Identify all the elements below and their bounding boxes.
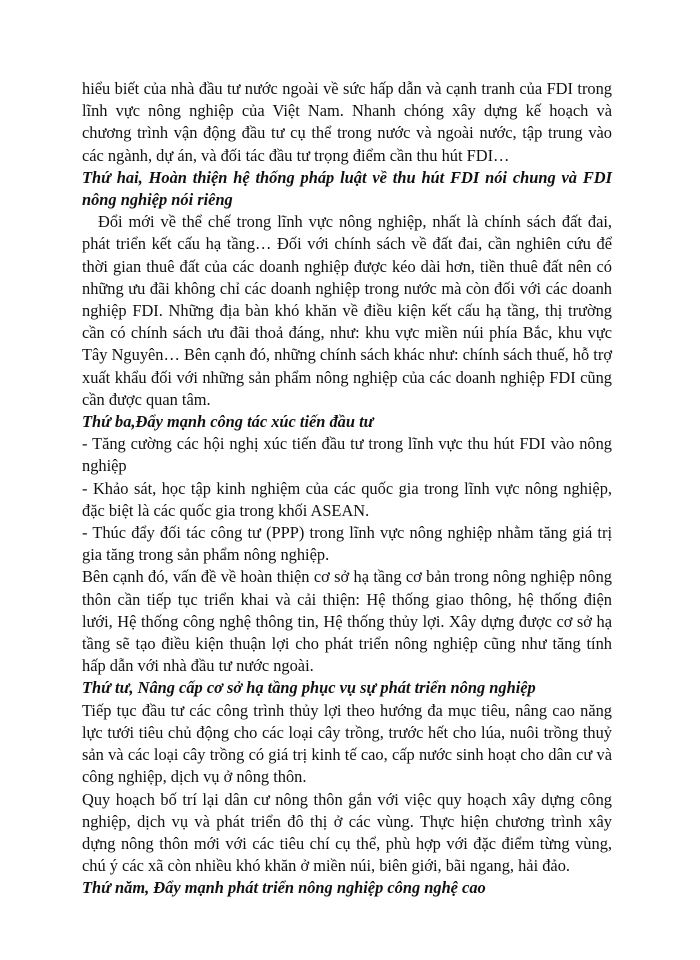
heading-second: Thứ hai, Hoàn thiện hệ thống pháp luật về thu hút FDI nói chung và FDI nông nghiệp nói riêng — [82, 167, 612, 210]
document-body — [82, 78, 612, 900]
paragraph-irrigation: Tiếp tục đầu tư các công trình thủy lợi theo hướng đa mục tiêu, nâng cao năng lực tưới tiêu chủ động cho các loại cây trồng, trước hết cho lúa, nuôi trồng thuỷ sản và các loại cây trồng có giá trị kinh tế cao, cấp nước sinh hoạt cho dân cư và công nghiệp, dịch vụ ở nông thôn. — [82, 700, 612, 787]
bullet-survey-experience: - Khảo sát, học tập kinh nghiệm của các quốc gia trong lĩnh vực nông nghiệp, đặc biệt là các quốc gia trong khối ASEAN. — [82, 478, 612, 520]
heading-fourth: Thứ tư, Nâng cấp cơ sở hạ tầng phục vụ sự phát triển nông nghiệp — [82, 678, 536, 698]
paragraph-infrastructure: Bên cạnh đó, vấn đề về hoàn thiện cơ sở hạ tầng cơ bản trong nông nghiệp nông thôn cần tiếp tục triển khai và cải thiện: Hệ thống giao thông, hệ thống điện lưới, Hệ thống công nghệ thông tin, Hệ thống thủy lợi. Xây dựng được cơ sở hạ tầng sẽ tạo điều kiện thuận lợi cho phát triển nông nghiệp cũng như tăng tính hấp dẫn với nhà đầu tư nước ngoài. — [82, 567, 612, 676]
heading-third: Thứ ba,Đẩy mạnh công tác xúc tiến đầu tư — [82, 412, 374, 432]
bullet-investment-conferences: - Tăng cường các hội nghị xúc tiến đầu tư trong lĩnh vực thu hút FDI vào nông nghiệp — [82, 434, 612, 476]
bullet-ppp: - Thúc đẩy đối tác công tư (PPP) trong lĩnh vực nông nghiệp nhằm tăng giá trị gia tăng trong sản phẩm nông nghiệp. — [82, 523, 612, 565]
heading-fifth: Thứ năm, Đẩy mạnh phát triển nông nghiệp công nghệ cao — [82, 878, 486, 898]
paragraph-intro: hiểu biết của nhà đầu tư nước ngoài về sức hấp dẫn và cạnh tranh của FDI trong lĩnh vực nông nghiệp của Việt Nam. Nhanh chóng xây dựng kế hoạch và chương trình vận động đầu tư cụ thể trong nước và ngoài nước, tập trung vào các ngành, dự án, và đối tác đầu tư trọng điểm cần thu hút FDI… — [82, 79, 612, 165]
paragraph-rural-planning: Quy hoạch bố trí lại dân cư nông thôn gắn với việc quy hoạch xây dựng công nghiệp, dịch vụ và phát triển đô thị ở các vùng. Thực hiện chương trình xây dựng nông thôn mới với các tiêu chí cụ thể, phù hợp với đặc điểm từng vùng, chú ý các xã còn nhiều khó khăn ở miền núi, biên giới, bãi ngang, hải đảo. — [82, 789, 612, 876]
paragraph-institutional-reform: Đổi mới về thể chế trong lĩnh vực nông nghiệp, nhất là chính sách đất đai, phát triển kết cấu hạ tầng… Đối với chính sách về đất đai, cần nghiên cứu để thời gian thuê đất của các doanh nghiệp được kéo dài hơn, tiền thuê đất nên có những ưu đãi không chỉ các doanh nghiệp trong nước mà còn đối với các doanh nghiệp FDI. Những địa bàn khó khăn về điều kiện kết cấu hạ tầng, thị trường cần có chính sách ưu đãi thoả đáng, như: khu vực miền núi phía Bắc, khu vực Tây Nguyên… Bên cạnh đó, những chính sách khác như: chính sách thuế, hỗ trợ xuất khẩu đối với những sản phẩm nông nghiệp của các doanh nghiệp FDI cũng cần được quan tâm. — [82, 212, 612, 409]
